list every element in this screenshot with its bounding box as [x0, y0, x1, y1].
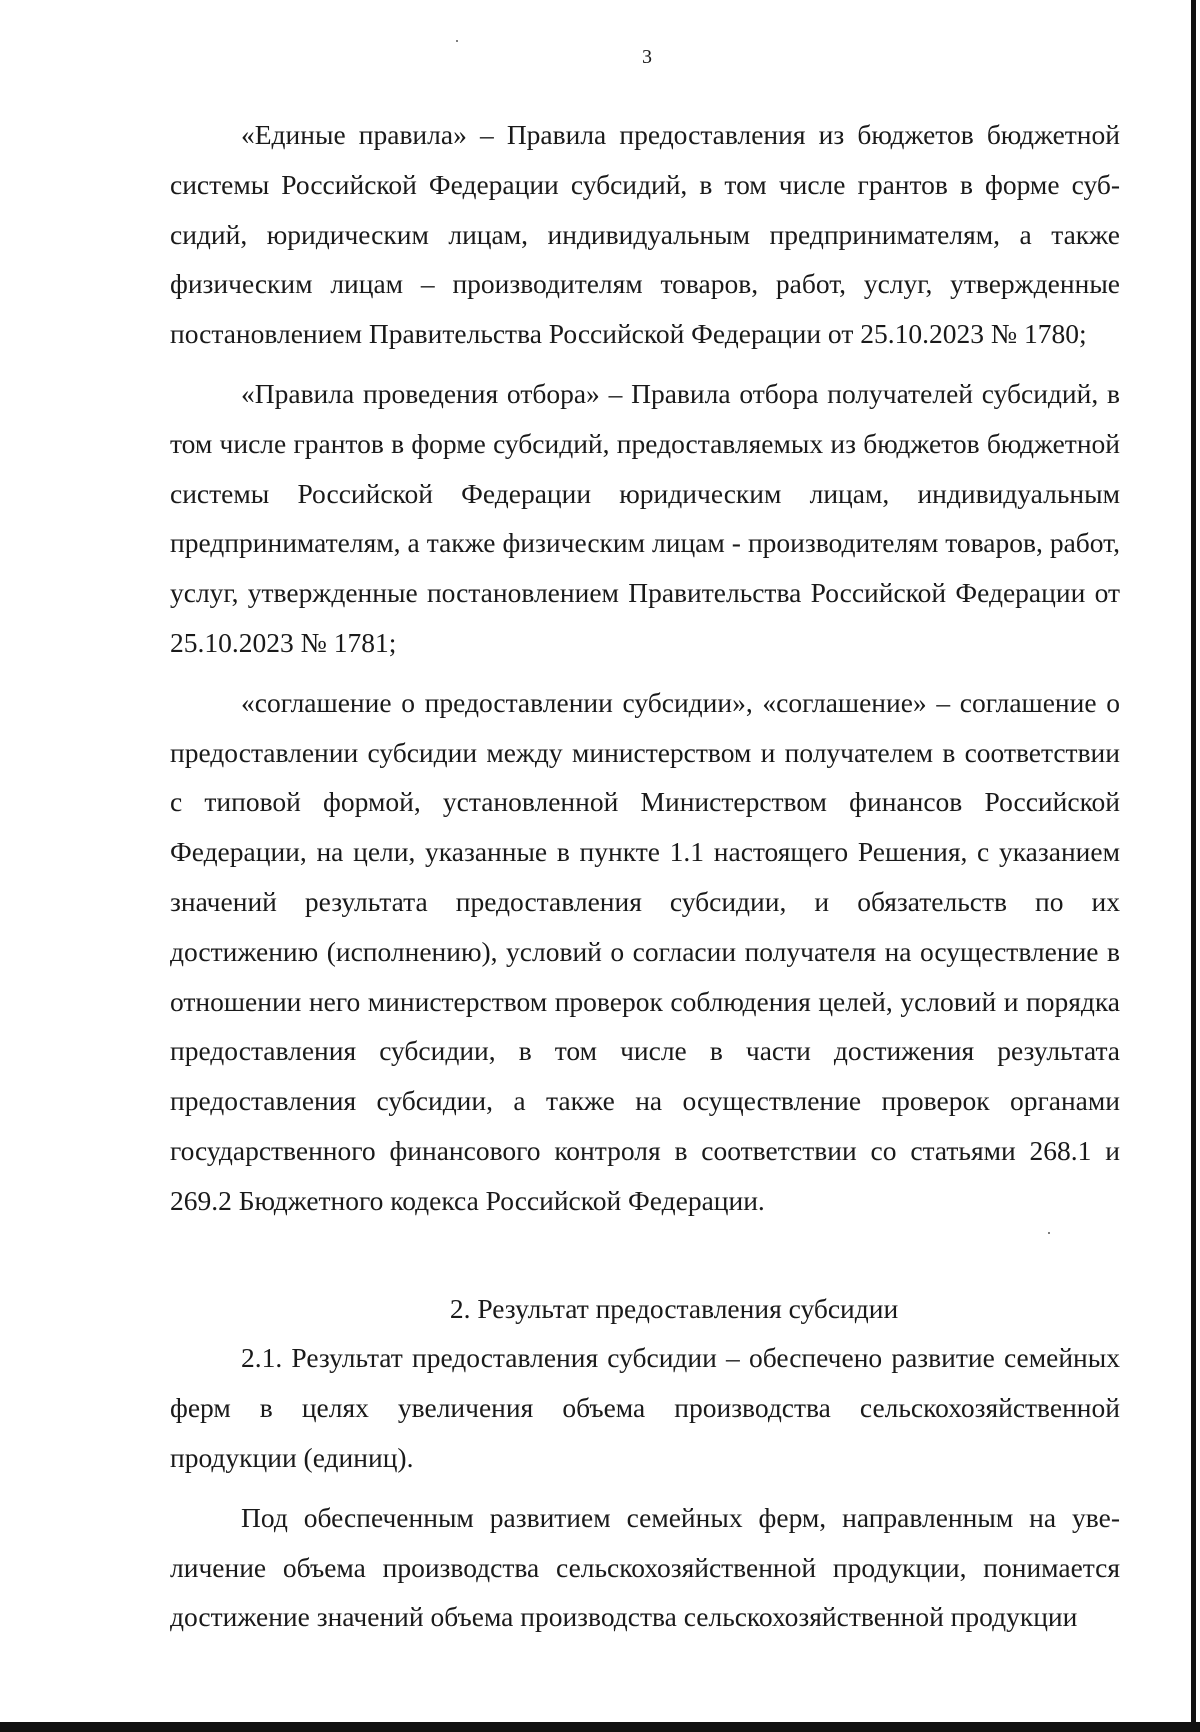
document-body	[170, 110, 1120, 1642]
section-heading: 2. Результат предоставления субсидии	[449, 1292, 899, 1324]
scan-speck	[1048, 1232, 1050, 1234]
scan-speck	[456, 40, 458, 42]
definition-selection-rules: «Правила проведения отбора» – Правила отбора получателей субсидий, в том числе грантов в форме субсидий, предоставляемых из бюджетов бюджетной системы Российской Федерации юридическим лицам, индивидуальным предпринимателям, а также физическим лицам - производителям товаров, работ, услуг, утвержденные постановлением Правительства Российской Федерации от 25.10.2023 № 1781;	[170, 377, 1120, 658]
scan-edge-bottom	[0, 1722, 1200, 1732]
section-paragraph-result: 2.1. Результат предоставления субсидии – обеспечено развитие семейных ферм в целях увеличения объема производства сельскохозяйственной продукции (единиц).	[170, 1342, 1120, 1473]
page-number: 3	[642, 46, 652, 68]
definition-agreement: «соглашение о предоставлении субсидии», «соглашение» – соглашение о предоставлении субсидии между министерством и получателем в соответствии с типовой формой, установленной Министерством финансов Российской Федерации, на цели, указанные в пункте 1.1 настоящего Решения, с указанием значений результата предоставления субсидии, и обязательств по их достижению (исполнению), условий о согласии получателя на осуществление в отношении него министерством проверок соблюдения целей, условий и порядка предоставления субсидии, в том числе в части достижения результата предоставления субсидии, а также на осуществление проверок органами государственного финансового контроля в соответствии со статьями 268.1 и 269.2 Бюджетного кодекса Российской Федерации.	[170, 686, 1120, 1216]
definition-unified-rules: «Единые правила» – Правила предоставления из бюджетов бюджетной системы Российской Федерации субсидий, в том числе грантов в форме субсидий, юридическим лицам, индивидуальным предпринимателям, а также физическим лицам – производителям товаров, работ, услуг, утвержденные постановлением Правительства Российской Федерации от 25.10.2023 № 1780;	[170, 119, 1120, 350]
scan-edge-right	[1191, 0, 1196, 1732]
section-paragraph-definition: Под обеспеченным развитием семейных ферм, направленным на увеличение объема производства сельскохозяйственной продукции, понимается достижение значений объема производства сельскохозяйственной продукции	[170, 1501, 1120, 1633]
